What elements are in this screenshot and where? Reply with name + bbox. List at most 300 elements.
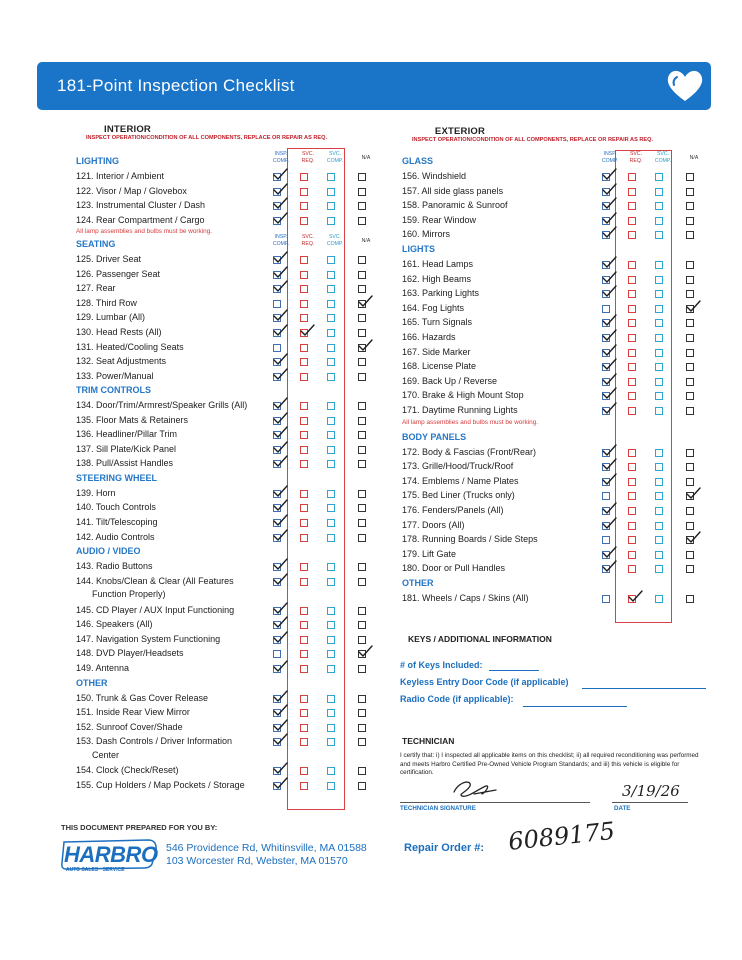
- svc-req-checkbox[interactable]: [628, 407, 636, 415]
- checklist-item-label: 145. CD Player / AUX Input Functioning: [76, 604, 235, 615]
- svc-comp-checkbox[interactable]: [327, 519, 335, 527]
- svc-comp-checkbox[interactable]: [655, 276, 663, 284]
- handwritten-check-mark: [602, 359, 617, 371]
- na-checkbox[interactable]: [686, 392, 694, 400]
- section-note: All lamp assemblies and bulbs must be working.: [76, 228, 213, 236]
- na-checkbox[interactable]: [686, 522, 694, 530]
- svc-req-checkbox[interactable]: [300, 300, 308, 308]
- svc-comp-checkbox[interactable]: [655, 363, 663, 371]
- checklist-item-label: 146. Speakers (All): [76, 619, 153, 630]
- handwritten-check-mark: [686, 488, 701, 500]
- checklist-item-label: 163. Parking Lights: [402, 288, 480, 299]
- na-checkbox[interactable]: [358, 285, 366, 293]
- na-checkbox[interactable]: [358, 504, 366, 512]
- svc-comp-checkbox[interactable]: [655, 349, 663, 357]
- svc-req-checkbox[interactable]: [628, 522, 636, 530]
- svc-comp-checkbox[interactable]: [655, 290, 663, 298]
- svc-req-checkbox[interactable]: [300, 188, 308, 196]
- signature-line[interactable]: [400, 802, 590, 803]
- checklist-item-label: 176. Fenders/Panels (All): [402, 505, 504, 515]
- na-checkbox[interactable]: [686, 478, 694, 486]
- na-checkbox[interactable]: [358, 358, 366, 366]
- svc-comp-checkbox[interactable]: [327, 782, 335, 790]
- na-checkbox[interactable]: [358, 636, 366, 644]
- na-checkbox[interactable]: [686, 319, 694, 327]
- handwritten-check-mark: [602, 547, 617, 559]
- na-checkbox[interactable]: [686, 276, 694, 284]
- svc-comp-checkbox[interactable]: [327, 738, 335, 746]
- checklist-item-label: 141. Tilt/Telescoping: [76, 517, 158, 527]
- handwritten-check-mark: [602, 445, 617, 457]
- checklist-item-label: 134. Door/Trim/Armrest/Speaker Grills (All): [76, 400, 248, 411]
- checklist-item-label: 155. Cup Holders / Map Pockets / Storage: [76, 779, 245, 790]
- svc-req-checkbox[interactable]: [628, 478, 636, 486]
- svc-req-checkbox[interactable]: [300, 358, 308, 366]
- interior-title: INTERIOR: [104, 124, 151, 135]
- na-checkbox[interactable]: [686, 565, 694, 573]
- na-checkbox[interactable]: [358, 724, 366, 732]
- svc-comp-checkbox[interactable]: [327, 636, 335, 644]
- svc-req-checkbox[interactable]: [300, 431, 308, 439]
- col-header-svc-comp: SVC. COMP.: [654, 151, 672, 164]
- svc-req-checkbox[interactable]: [300, 578, 308, 586]
- na-checkbox[interactable]: [686, 463, 694, 471]
- date-label: DATE: [614, 805, 631, 812]
- svc-comp-checkbox[interactable]: [327, 563, 335, 571]
- svc-comp-checkbox[interactable]: [655, 378, 663, 386]
- svc-req-checkbox[interactable]: [628, 276, 636, 284]
- handwritten-check-mark: [358, 340, 373, 352]
- checklist-item-label: 154. Clock (Check/Reset): [76, 765, 179, 776]
- svc-comp-checkbox[interactable]: [327, 358, 335, 366]
- svc-req-checkbox[interactable]: [300, 217, 308, 225]
- handwritten-check-mark: [602, 184, 617, 196]
- harbro-logo: [60, 838, 160, 876]
- repair-order-label: Repair Order #:: [404, 842, 485, 854]
- section-heading: OTHER: [402, 578, 434, 588]
- svc-req-checkbox[interactable]: [300, 202, 308, 210]
- na-checkbox[interactable]: [358, 563, 366, 571]
- na-checkbox[interactable]: [358, 431, 366, 439]
- handwritten-check-mark: [602, 474, 617, 486]
- svc-comp-checkbox[interactable]: [327, 173, 335, 181]
- na-checkbox[interactable]: [358, 534, 366, 542]
- svc-req-checkbox[interactable]: [300, 621, 308, 629]
- exterior-title: EXTERIOR: [434, 126, 486, 137]
- svc-comp-checkbox[interactable]: [327, 217, 335, 225]
- checklist-item-label: 138. Pull/Assist Handles: [76, 458, 174, 469]
- na-checkbox[interactable]: [358, 417, 366, 425]
- na-checkbox[interactable]: [686, 334, 694, 342]
- insp-comp-checkbox[interactable]: [602, 305, 610, 313]
- svc-comp-checkbox[interactable]: [327, 329, 335, 337]
- checklist-item-label: 130. Head Rests (All): [76, 326, 162, 337]
- svc-req-checkbox[interactable]: [628, 334, 636, 342]
- svc-req-checkbox[interactable]: [300, 767, 308, 775]
- logo-subtext: AUTO SALES · SERVICE: [66, 867, 125, 873]
- na-checkbox[interactable]: [358, 373, 366, 381]
- na-checkbox[interactable]: [686, 363, 694, 371]
- handwritten-check-mark: [273, 530, 288, 542]
- handwritten-check-mark: [273, 661, 288, 673]
- handwritten-check-mark: [273, 734, 288, 746]
- svc-comp-checkbox[interactable]: [327, 709, 335, 717]
- checklist-item-label: 132. Seat Adjustments: [76, 356, 167, 367]
- svc-req-checkbox[interactable]: [628, 551, 636, 559]
- section-heading: STEERING WHEEL: [76, 472, 158, 483]
- handwritten-check-mark: [602, 518, 617, 530]
- checklist-item-label: 140. Touch Controls: [76, 502, 156, 513]
- handwritten-check-mark: [602, 272, 617, 284]
- handwritten-check-mark: [273, 252, 288, 264]
- svc-req-checkbox[interactable]: [628, 536, 636, 544]
- handwritten-check-mark: [602, 403, 617, 415]
- na-checkbox[interactable]: [358, 314, 366, 322]
- na-checkbox[interactable]: [686, 507, 694, 515]
- na-checkbox[interactable]: [686, 378, 694, 386]
- svc-comp-checkbox[interactable]: [327, 534, 335, 542]
- insp-comp-checkbox[interactable]: [273, 300, 281, 308]
- section-heading: LIGHTS: [402, 244, 435, 254]
- svc-comp-checkbox[interactable]: [327, 344, 335, 352]
- col-header-insp-comp: INSP. COMP.: [272, 151, 290, 164]
- na-checkbox[interactable]: [686, 595, 694, 603]
- na-checkbox[interactable]: [686, 407, 694, 415]
- checklist-item-label: 167. Side Marker: [402, 346, 471, 357]
- na-checkbox[interactable]: [358, 490, 366, 498]
- handwritten-check-mark: [273, 603, 288, 615]
- insp-comp-checkbox[interactable]: [273, 650, 281, 658]
- handwritten-check-mark: [273, 574, 288, 586]
- col-header-insp-comp: INSP. COMP.: [272, 234, 290, 247]
- page-title: 181-Point Inspection Checklist: [57, 76, 295, 95]
- svc-comp-checkbox[interactable]: [327, 431, 335, 439]
- insp-comp-checkbox[interactable]: [602, 492, 610, 500]
- checklist-item-label: 127. Rear: [76, 283, 116, 294]
- svc-comp-checkbox[interactable]: [655, 305, 663, 313]
- checklist-item-label: 180. Door or Pull Handles: [402, 563, 506, 574]
- col-header-na: N/A: [689, 155, 699, 161]
- handwritten-check-mark: [273, 198, 288, 210]
- handwritten-check-mark: [358, 296, 373, 308]
- na-checkbox[interactable]: [358, 256, 366, 264]
- svc-comp-checkbox[interactable]: [327, 188, 335, 196]
- checklist-item-label: 126. Passenger Seat: [76, 268, 161, 279]
- checklist-item-label: 122. Visor / Map / Glovebox: [76, 185, 187, 196]
- svc-req-checkbox[interactable]: [300, 417, 308, 425]
- svc-req-checkbox[interactable]: [300, 650, 308, 658]
- svc-comp-checkbox[interactable]: [655, 261, 663, 269]
- handwritten-check-mark: [273, 398, 288, 410]
- svc-req-checkbox[interactable]: [628, 231, 636, 239]
- svc-req-checkbox[interactable]: [300, 563, 308, 571]
- address-1: 546 Providence Rd, Whitinsville, MA 01588: [166, 842, 367, 854]
- svc-req-checkbox[interactable]: [300, 344, 308, 352]
- svc-req-checkbox[interactable]: [628, 492, 636, 500]
- handwritten-check-mark: [602, 503, 617, 515]
- checklist-item-label: 125. Driver Seat: [76, 254, 142, 265]
- checklist-item-label: 165. Turn Signals: [402, 317, 473, 328]
- checklist-item-label: 161. Head Lamps: [402, 259, 474, 269]
- svc-req-checkbox[interactable]: [300, 782, 308, 790]
- svc-req-checkbox[interactable]: [300, 695, 308, 703]
- svc-req-checkbox[interactable]: [300, 173, 308, 181]
- handwritten-check-mark: [273, 184, 288, 196]
- svc-comp-checkbox[interactable]: [655, 319, 663, 327]
- svc-comp-checkbox[interactable]: [327, 490, 335, 498]
- svc-comp-checkbox[interactable]: [327, 650, 335, 658]
- na-checkbox[interactable]: [358, 460, 366, 468]
- na-checkbox[interactable]: [358, 665, 366, 673]
- svc-req-checkbox[interactable]: [628, 202, 636, 210]
- svc-req-checkbox[interactable]: [300, 665, 308, 673]
- na-checkbox[interactable]: [358, 738, 366, 746]
- na-checkbox[interactable]: [686, 449, 694, 457]
- svc-req-checkbox[interactable]: [300, 373, 308, 381]
- na-checkbox[interactable]: [358, 621, 366, 629]
- num-keys-label: # of Keys Included:: [400, 660, 483, 670]
- svc-comp-checkbox[interactable]: [655, 595, 663, 603]
- svc-comp-checkbox[interactable]: [655, 407, 663, 415]
- checklist-item-label: 168. License Plate: [402, 361, 477, 372]
- svc-comp-checkbox[interactable]: [327, 285, 335, 293]
- svc-req-checkbox[interactable]: [300, 709, 308, 717]
- na-checkbox[interactable]: [686, 173, 694, 181]
- svc-req-checkbox[interactable]: [628, 565, 636, 573]
- svc-req-checkbox[interactable]: [300, 402, 308, 410]
- date-value: 3/19/26: [622, 782, 680, 800]
- svc-comp-checkbox[interactable]: [327, 695, 335, 703]
- handwritten-check-mark: [273, 267, 288, 279]
- svc-req-checkbox[interactable]: [300, 314, 308, 322]
- svc-req-checkbox[interactable]: [628, 261, 636, 269]
- na-checkbox[interactable]: [358, 202, 366, 210]
- svc-comp-checkbox[interactable]: [327, 504, 335, 512]
- svc-comp-checkbox[interactable]: [655, 188, 663, 196]
- svc-comp-checkbox[interactable]: [327, 665, 335, 673]
- svc-comp-checkbox[interactable]: [327, 460, 335, 468]
- checklist-item-label: 177. Doors (All): [402, 519, 465, 530]
- checklist-item-label-continued: Center: [92, 749, 120, 760]
- na-checkbox[interactable]: [686, 551, 694, 559]
- date-line[interactable]: [612, 802, 688, 803]
- handwritten-check-mark: [602, 561, 617, 573]
- keyless-field[interactable]: [582, 688, 706, 689]
- checklist-item-label: 148. DVD Player/Headsets: [76, 648, 184, 659]
- svc-req-checkbox[interactable]: [300, 460, 308, 468]
- svc-comp-checkbox[interactable]: [655, 551, 663, 559]
- svc-comp-checkbox[interactable]: [327, 256, 335, 264]
- na-checkbox[interactable]: [358, 695, 366, 703]
- na-checkbox[interactable]: [358, 329, 366, 337]
- handwritten-check-mark: [358, 646, 373, 658]
- svc-comp-checkbox[interactable]: [655, 449, 663, 457]
- na-checkbox[interactable]: [686, 261, 694, 269]
- svc-req-checkbox[interactable]: [300, 607, 308, 615]
- svc-req-checkbox[interactable]: [628, 305, 636, 313]
- handwritten-check-mark: [273, 213, 288, 225]
- svc-req-checkbox[interactable]: [300, 490, 308, 498]
- svc-req-checkbox[interactable]: [628, 392, 636, 400]
- na-checkbox[interactable]: [358, 173, 366, 181]
- na-checkbox[interactable]: [686, 202, 694, 210]
- checklist-item-label: 144. Knobs/Clean & Clear (All Features: [76, 575, 234, 586]
- checklist-item-label: 181. Wheels / Caps / Skins (All): [402, 593, 529, 603]
- svc-comp-checkbox[interactable]: [655, 463, 663, 471]
- checklist-item-label: 164. Fog Lights: [402, 302, 465, 313]
- svc-comp-checkbox[interactable]: [327, 271, 335, 279]
- handwritten-check-mark: [273, 486, 288, 498]
- svc-req-checkbox[interactable]: [300, 504, 308, 512]
- col-header-na: N/A: [361, 238, 371, 245]
- section-note: All lamp assemblies and bulbs must be working.: [402, 418, 539, 426]
- handwritten-check-mark: [273, 354, 288, 366]
- svc-comp-checkbox[interactable]: [655, 478, 663, 486]
- svc-req-checkbox[interactable]: [300, 519, 308, 527]
- svc-req-checkbox[interactable]: [300, 738, 308, 746]
- keys-title: KEYS / ADDITIONAL INFORMATION: [408, 634, 552, 644]
- svc-req-checkbox[interactable]: [628, 319, 636, 327]
- na-checkbox[interactable]: [686, 290, 694, 298]
- svc-comp-checkbox[interactable]: [327, 767, 335, 775]
- checklist-item-label: 131. Heated/Cooling Seats: [76, 341, 184, 352]
- certification-text: I certify that: i) I inspected all applicable items on this checklist; ii) all required reconditioning was performed and meets Harbro Certified Pre-Owned Vehicle Program Standards; and iii) this vehicle is eligible for certification.: [400, 752, 699, 776]
- keyless-label: Keyless Entry Door Code (if applicable): [400, 677, 569, 687]
- svc-comp-checkbox[interactable]: [327, 724, 335, 732]
- na-checkbox[interactable]: [358, 709, 366, 717]
- na-checkbox[interactable]: [358, 607, 366, 615]
- svc-comp-checkbox[interactable]: [327, 417, 335, 425]
- section-heading: BODY PANELS: [402, 431, 467, 442]
- handwritten-check-mark: [273, 763, 288, 775]
- svc-comp-checkbox[interactable]: [655, 231, 663, 239]
- svc-comp-checkbox[interactable]: [327, 373, 335, 381]
- insp-comp-checkbox[interactable]: [273, 344, 281, 352]
- svc-comp-checkbox[interactable]: [655, 536, 663, 544]
- na-checkbox[interactable]: [358, 402, 366, 410]
- handwritten-check-mark: [273, 617, 288, 629]
- handwritten-check-mark: [273, 456, 288, 468]
- na-checkbox[interactable]: [358, 217, 366, 225]
- svc-comp-checkbox[interactable]: [655, 565, 663, 573]
- col-header-insp-comp: INSP. COMP.: [601, 151, 619, 164]
- svc-req-checkbox[interactable]: [300, 636, 308, 644]
- svc-comp-checkbox[interactable]: [655, 507, 663, 515]
- handwritten-check-mark: [273, 778, 288, 790]
- checklist-item-label: 129. Lumbar (All): [76, 312, 146, 323]
- svc-comp-checkbox[interactable]: [327, 607, 335, 615]
- col-header-svc-comp: SVC. COMP.: [326, 151, 344, 164]
- handwritten-check-mark: [602, 198, 617, 210]
- svc-comp-checkbox[interactable]: [327, 402, 335, 410]
- na-checkbox[interactable]: [358, 767, 366, 775]
- svc-req-checkbox[interactable]: [300, 446, 308, 454]
- col-header-svc-req: SVC. REQ.: [301, 234, 315, 247]
- svc-req-checkbox[interactable]: [300, 724, 308, 732]
- handwritten-check-mark: [602, 345, 617, 357]
- svc-req-checkbox[interactable]: [628, 449, 636, 457]
- handwritten-check-mark: [273, 369, 288, 381]
- svc-comp-checkbox[interactable]: [327, 621, 335, 629]
- na-checkbox[interactable]: [358, 271, 366, 279]
- radio-code-label: Radio Code (if applicable):: [400, 694, 514, 704]
- col-header-svc-req: SVC. REQ.: [301, 151, 315, 164]
- handwritten-check-mark: [273, 705, 288, 717]
- insp-comp-checkbox[interactable]: [602, 595, 610, 603]
- svc-req-checkbox[interactable]: [628, 173, 636, 181]
- svc-req-checkbox[interactable]: [300, 256, 308, 264]
- svc-comp-checkbox[interactable]: [655, 217, 663, 225]
- svc-req-checkbox[interactable]: [628, 378, 636, 386]
- handwritten-check-mark: [273, 413, 288, 425]
- interior-svc-column-frame: [287, 148, 345, 810]
- svc-req-checkbox[interactable]: [628, 290, 636, 298]
- svc-comp-checkbox[interactable]: [327, 578, 335, 586]
- checklist-item-label: 179. Lift Gate: [402, 548, 457, 559]
- svc-req-checkbox[interactable]: [300, 534, 308, 542]
- svc-req-checkbox[interactable]: [300, 285, 308, 293]
- handwritten-check-mark: [602, 169, 617, 181]
- na-checkbox[interactable]: [358, 519, 366, 527]
- checklist-item-label: 159. Rear Window: [402, 214, 477, 225]
- na-checkbox[interactable]: [686, 231, 694, 239]
- insp-comp-checkbox[interactable]: [602, 536, 610, 544]
- section-heading: LIGHTING: [76, 156, 119, 166]
- na-checkbox[interactable]: [686, 349, 694, 357]
- na-checkbox[interactable]: [686, 188, 694, 196]
- svc-comp-checkbox[interactable]: [655, 522, 663, 530]
- svc-comp-checkbox[interactable]: [327, 202, 335, 210]
- handwritten-check-mark: [300, 325, 315, 337]
- svc-req-checkbox[interactable]: [628, 188, 636, 196]
- na-checkbox[interactable]: [358, 782, 366, 790]
- checklist-item-label: 124. Rear Compartment / Cargo: [76, 214, 205, 225]
- radio-code-field[interactable]: [523, 706, 627, 707]
- checklist-item-label-continued: Function Properly): [92, 589, 166, 600]
- svc-comp-checkbox[interactable]: [655, 334, 663, 342]
- section-heading: AUDIO / VIDEO: [76, 546, 141, 557]
- na-checkbox[interactable]: [358, 188, 366, 196]
- handwritten-check-mark: [273, 442, 288, 454]
- svc-req-checkbox[interactable]: [628, 463, 636, 471]
- title-banner: [37, 62, 711, 110]
- na-checkbox[interactable]: [358, 578, 366, 586]
- svc-comp-checkbox[interactable]: [327, 446, 335, 454]
- svc-req-checkbox[interactable]: [628, 217, 636, 225]
- technician-panel: [390, 728, 708, 820]
- svc-req-checkbox[interactable]: [628, 507, 636, 515]
- svc-comp-checkbox[interactable]: [327, 314, 335, 322]
- svc-comp-checkbox[interactable]: [327, 300, 335, 308]
- svc-comp-checkbox[interactable]: [655, 392, 663, 400]
- num-keys-field[interactable]: [489, 670, 539, 671]
- svc-req-checkbox[interactable]: [300, 271, 308, 279]
- checklist-item-label: 143. Radio Buttons: [76, 561, 153, 572]
- address-2: 103 Worcester Rd, Webster, MA 01570: [166, 855, 348, 867]
- checklist-item-label: 153. Dash Controls / Driver Information: [76, 736, 233, 747]
- na-checkbox[interactable]: [358, 446, 366, 454]
- checklist-item-label: 174. Emblems / Name Plates: [402, 475, 519, 486]
- svc-comp-checkbox[interactable]: [655, 173, 663, 181]
- svc-req-checkbox[interactable]: [628, 349, 636, 357]
- svc-comp-checkbox[interactable]: [655, 492, 663, 500]
- signature-label: TECHNICIAN SIGNATURE: [400, 805, 476, 812]
- na-checkbox[interactable]: [686, 217, 694, 225]
- svc-comp-checkbox[interactable]: [655, 202, 663, 210]
- svc-req-checkbox[interactable]: [628, 363, 636, 371]
- handwritten-check-mark: [273, 515, 288, 527]
- checklist-item-label: 128. Third Row: [76, 297, 137, 308]
